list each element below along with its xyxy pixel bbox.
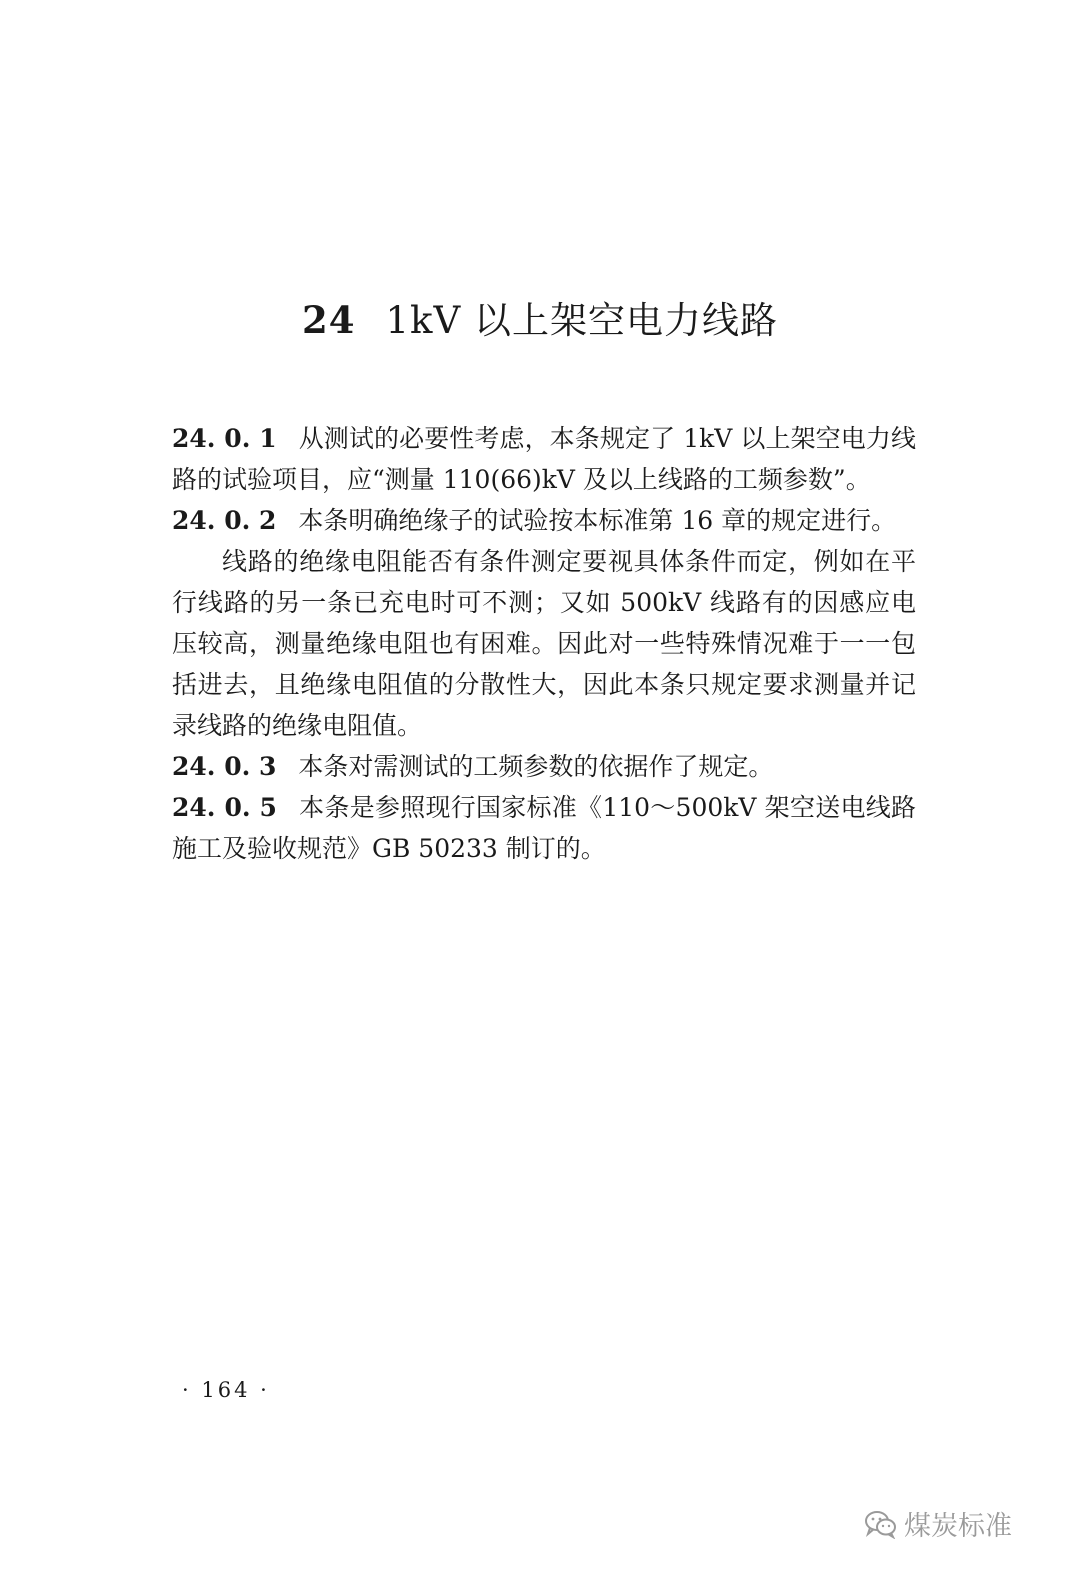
paragraph-text: 从测试的必要性考虑，本条规定了 1kV 以上架空电力线路的试验项目，应“测量 110(66)kV 及以上线路的工频参数”。 <box>172 424 916 494</box>
paragraph-text: 线路的绝缘电阻能否有条件测定要视具体条件而定，例如在平行线路的另一条已充电时可不测；又如 500kV 线路有的因感应电压较高，测量绝缘电阻也有困难。因此对一些特殊情况难于一一包括进去，且绝缘电阻值的分散性大，因此本条只规定要求测量并记录线路的绝缘电阻值。 <box>172 547 916 740</box>
clause-number: 24. 0. 5 <box>172 793 277 822</box>
clause-number: 24. 0. 1 <box>172 424 277 453</box>
chapter-title-text: 1kV 以上架空电力线路 <box>385 299 778 342</box>
paragraph-text: 本条明确绝缘子的试验按本标准第 16 章的规定进行。 <box>298 506 897 535</box>
paragraph-24-0-5 <box>172 787 916 869</box>
clause-number: 24. 0. 3 <box>172 752 277 781</box>
body-text <box>172 418 916 869</box>
page-number: · 164 · <box>182 1378 270 1402</box>
paragraph-insulation-resistance <box>172 541 916 746</box>
wechat-icon <box>864 1509 898 1539</box>
chapter-number: 24 <box>302 298 356 342</box>
paragraph-24-0-2 <box>172 500 916 541</box>
paragraph-24-0-3 <box>172 746 916 787</box>
paragraph-text: 本条对需测试的工频参数的依据作了规定。 <box>298 752 774 781</box>
watermark <box>864 1504 1012 1543</box>
paragraph-text: 本条是参照现行国家标准《110～500kV 架空送电线路施工及验收规范》GB 50233 制订的。 <box>172 793 916 863</box>
watermark-text: 煤炭标准 <box>904 1511 1012 1542</box>
chapter-title <box>0 290 1080 344</box>
paragraph-24-0-1 <box>172 418 916 500</box>
clause-number: 24. 0. 2 <box>172 506 277 535</box>
